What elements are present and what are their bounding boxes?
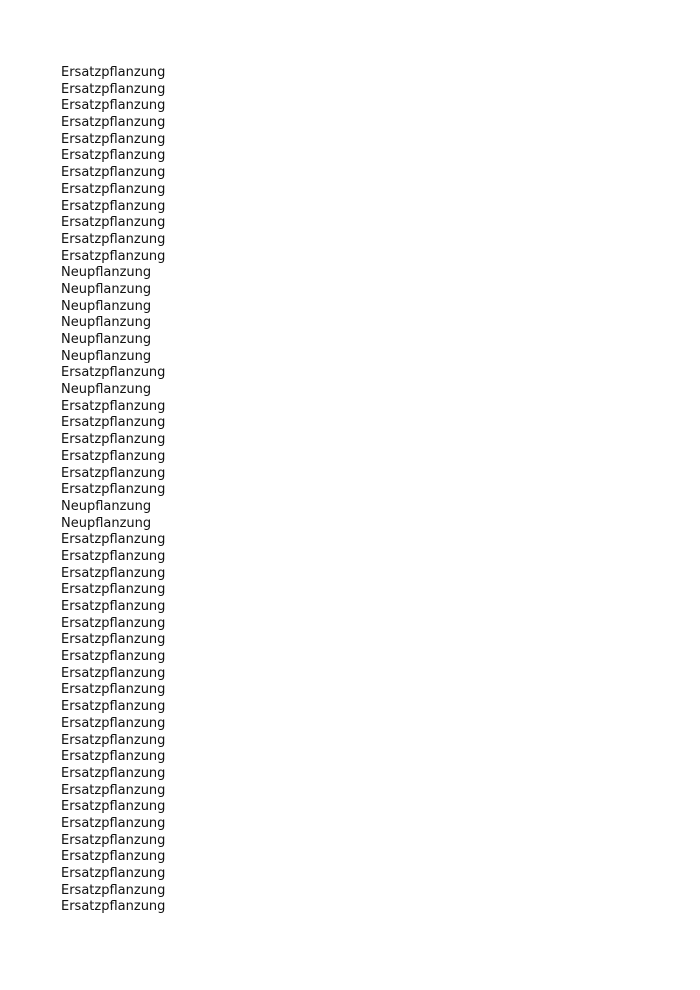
list-item: Neupflanzung [61, 298, 152, 314]
list-item: Ersatzpflanzung [61, 448, 166, 464]
list-item: Ersatzpflanzung [61, 699, 166, 715]
list-item: Ersatzpflanzung [61, 548, 166, 564]
list-item: Ersatzpflanzung [61, 248, 166, 264]
list-item: Ersatzpflanzung [61, 799, 166, 815]
list-item: Neupflanzung [61, 332, 152, 347]
list-item: Ersatzpflanzung [61, 415, 166, 431]
list-item: Ersatzpflanzung [61, 832, 166, 848]
list-item: Ersatzpflanzung [61, 398, 166, 414]
list-item: Ersatzpflanzung [61, 849, 166, 865]
list-item: Neupflanzung [61, 515, 152, 531]
list-item: Ersatzpflanzung [61, 98, 166, 114]
list-item: Ersatzpflanzung [61, 565, 166, 581]
list-item: Ersatzpflanzung [61, 632, 166, 648]
entry-list [61, 65, 165, 916]
list-item: Ersatzpflanzung [61, 782, 166, 798]
list-item: Ersatzpflanzung [61, 765, 166, 781]
list-item: Neupflanzung [61, 315, 152, 331]
list-item: Neupflanzung [61, 498, 152, 514]
list-item: Ersatzpflanzung [61, 465, 166, 481]
list-item: Ersatzpflanzung [61, 65, 166, 80]
list-item: Neupflanzung [61, 265, 152, 281]
list-item: Ersatzpflanzung [61, 732, 166, 748]
list-item: Ersatzpflanzung [61, 665, 166, 681]
list-item: Ersatzpflanzung [61, 815, 166, 831]
list-item: Ersatzpflanzung [61, 482, 166, 498]
list-item: Neupflanzung [61, 382, 152, 398]
list-item: Ersatzpflanzung [61, 715, 166, 731]
list-item: Ersatzpflanzung [61, 649, 166, 665]
list-item: Ersatzpflanzung [61, 165, 166, 181]
list-item: Neupflanzung [61, 348, 152, 364]
list-item: Ersatzpflanzung [61, 81, 166, 97]
list-item: Ersatzpflanzung [61, 131, 166, 147]
list-item: Ersatzpflanzung [61, 749, 166, 765]
list-item: Ersatzpflanzung [61, 365, 166, 381]
list-item: Ersatzpflanzung [61, 215, 166, 231]
list-item: Ersatzpflanzung [61, 115, 166, 131]
list-item: Neupflanzung [61, 281, 152, 297]
list-item: Ersatzpflanzung [61, 882, 166, 898]
list-item: Ersatzpflanzung [61, 599, 166, 614]
list-item: Ersatzpflanzung [61, 181, 166, 197]
list-item: Ersatzpflanzung [61, 899, 166, 915]
list-item: Ersatzpflanzung [61, 615, 166, 631]
list-item: Ersatzpflanzung [61, 682, 166, 698]
list-item: Ersatzpflanzung [61, 148, 166, 164]
list-item: Ersatzpflanzung [61, 231, 166, 247]
list-item: Ersatzpflanzung [61, 432, 166, 448]
list-item: Ersatzpflanzung [61, 866, 166, 881]
list-item: Ersatzpflanzung [61, 582, 166, 598]
list-item: Ersatzpflanzung [61, 198, 166, 214]
list-item: Ersatzpflanzung [61, 532, 166, 548]
